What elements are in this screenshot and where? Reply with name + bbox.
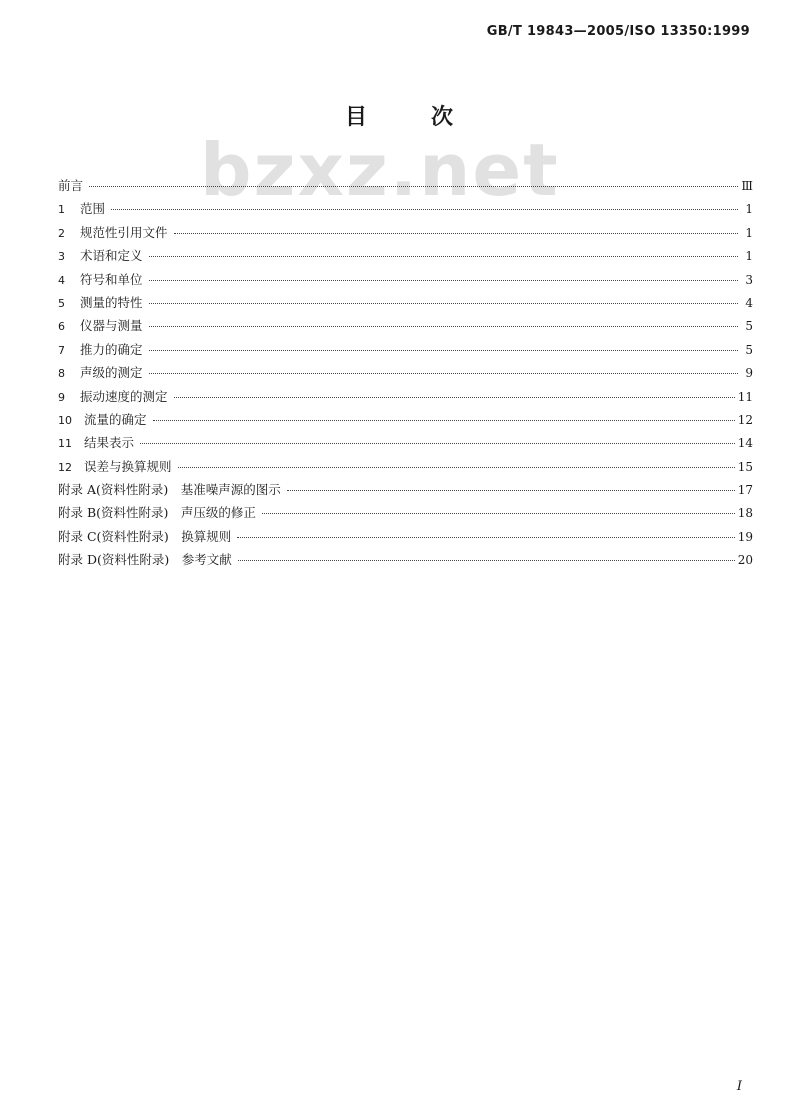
toc-entry[interactable] bbox=[58, 293, 753, 316]
toc-leader-dots bbox=[111, 209, 738, 210]
toc-entry-label: 推力的确定 bbox=[80, 341, 143, 357]
toc-leader-dots bbox=[149, 373, 738, 374]
toc-entry[interactable] bbox=[58, 480, 753, 503]
toc-entry-page: 18 bbox=[737, 506, 753, 521]
toc-leader-dots bbox=[140, 443, 735, 444]
toc-entry-page: 5 bbox=[745, 319, 753, 334]
toc-entry-number: 2 bbox=[58, 226, 65, 240]
toc-entry[interactable] bbox=[58, 363, 753, 386]
toc-entry-number: 3 bbox=[58, 250, 65, 264]
toc-entry-label: 声级的测定 bbox=[80, 365, 143, 381]
toc-entry-number: 10 bbox=[58, 413, 72, 427]
toc-entry[interactable] bbox=[58, 410, 753, 433]
toc-entry[interactable] bbox=[58, 316, 753, 339]
toc-leader-dots bbox=[174, 233, 738, 234]
toc-entry[interactable] bbox=[58, 387, 753, 410]
toc-entry-label: 术语和定义 bbox=[80, 248, 143, 264]
toc-entry-label: 仪器与测量 bbox=[80, 318, 143, 334]
toc-entry-page: 17 bbox=[737, 483, 753, 498]
toc-entry-label: 附录 B(资料性附录) 声压级的修正 bbox=[58, 505, 256, 521]
toc-leader-dots bbox=[149, 303, 738, 304]
toc-leader-dots bbox=[174, 397, 735, 398]
title-char-1: 目 bbox=[344, 105, 369, 130]
toc-leader-dots bbox=[238, 560, 735, 561]
toc-entry[interactable] bbox=[58, 340, 753, 363]
toc-entry-number: 4 bbox=[58, 273, 65, 287]
toc-entry-number: 8 bbox=[58, 367, 65, 381]
table-of-contents bbox=[58, 176, 753, 574]
title-char-2: 次 bbox=[430, 105, 455, 130]
standard-code-header: GB/T 19843—2005/ISO 13350:1999 bbox=[486, 24, 750, 39]
toc-entry-page: 12 bbox=[737, 412, 753, 427]
toc-entry-number: 5 bbox=[58, 296, 65, 310]
toc-entry[interactable] bbox=[58, 503, 753, 526]
toc-entry[interactable] bbox=[58, 246, 753, 269]
toc-entry-label: 流量的确定 bbox=[84, 411, 147, 427]
toc-entry-page: 14 bbox=[737, 436, 753, 451]
toc-entry-number: 7 bbox=[58, 343, 65, 357]
toc-entry-number: 11 bbox=[58, 437, 72, 451]
toc-entry-label: 符号和单位 bbox=[80, 271, 143, 287]
toc-entry-page: 1 bbox=[745, 249, 753, 264]
toc-entry-label: 测量的特性 bbox=[80, 294, 143, 310]
watermark: bzxz.net bbox=[200, 128, 560, 212]
toc-leader-dots bbox=[149, 256, 738, 257]
toc-entry-page: 19 bbox=[737, 529, 753, 544]
page-title bbox=[0, 100, 800, 131]
toc-entry-page: 3 bbox=[745, 272, 753, 287]
toc-entry-number: 9 bbox=[58, 390, 65, 404]
toc-entry-number: 6 bbox=[58, 320, 65, 334]
toc-entry-page: 20 bbox=[737, 553, 753, 568]
toc-leader-dots bbox=[149, 280, 738, 281]
toc-entry[interactable] bbox=[58, 457, 753, 480]
toc-leader-dots bbox=[153, 420, 735, 421]
toc-entry[interactable] bbox=[58, 223, 753, 246]
toc-entry-page: 11 bbox=[737, 389, 753, 404]
toc-entry-label: 误差与换算规则 bbox=[84, 458, 172, 474]
toc-entry-page: 1 bbox=[745, 202, 753, 217]
toc-entry-label: 前言 bbox=[58, 178, 84, 193]
toc-entry-label: 范围 bbox=[80, 201, 106, 217]
toc-entry-label: 附录 C(资料性附录) 换算规则 bbox=[58, 528, 232, 544]
toc-entry-page: 4 bbox=[745, 295, 753, 310]
toc-entry-label: 附录 A(资料性附录) 基准噪声源的图示 bbox=[58, 482, 281, 498]
toc-entry[interactable] bbox=[58, 527, 753, 550]
toc-entry-label: 结果表示 bbox=[84, 435, 135, 451]
toc-entry-label: 附录 D(资料性附录) 参考文献 bbox=[58, 552, 232, 568]
toc-leader-dots bbox=[149, 326, 738, 327]
toc-leader-dots bbox=[262, 513, 735, 514]
toc-entry[interactable] bbox=[58, 270, 753, 293]
toc-leader-dots bbox=[237, 537, 734, 538]
toc-entry-label: 规范性引用文件 bbox=[80, 224, 168, 240]
toc-entry[interactable] bbox=[58, 199, 753, 222]
toc-entry-page: 9 bbox=[745, 366, 753, 381]
toc-entry-page: Ⅲ bbox=[741, 179, 753, 193]
toc-entry[interactable] bbox=[58, 550, 753, 573]
toc-entry-page: 5 bbox=[745, 342, 753, 357]
toc-entry-page: 1 bbox=[745, 225, 753, 240]
toc-entry[interactable] bbox=[58, 433, 753, 456]
toc-entry-label: 振动速度的测定 bbox=[80, 388, 168, 404]
toc-entry[interactable] bbox=[58, 176, 753, 199]
toc-leader-dots bbox=[178, 467, 735, 468]
toc-entry-number: 12 bbox=[58, 460, 72, 474]
toc-leader-dots bbox=[149, 350, 738, 351]
toc-entry-page: 15 bbox=[737, 459, 753, 474]
toc-leader-dots bbox=[89, 186, 738, 187]
page-number: I bbox=[736, 1079, 742, 1094]
toc-entry-number: 1 bbox=[58, 203, 65, 217]
toc-leader-dots bbox=[287, 490, 735, 491]
